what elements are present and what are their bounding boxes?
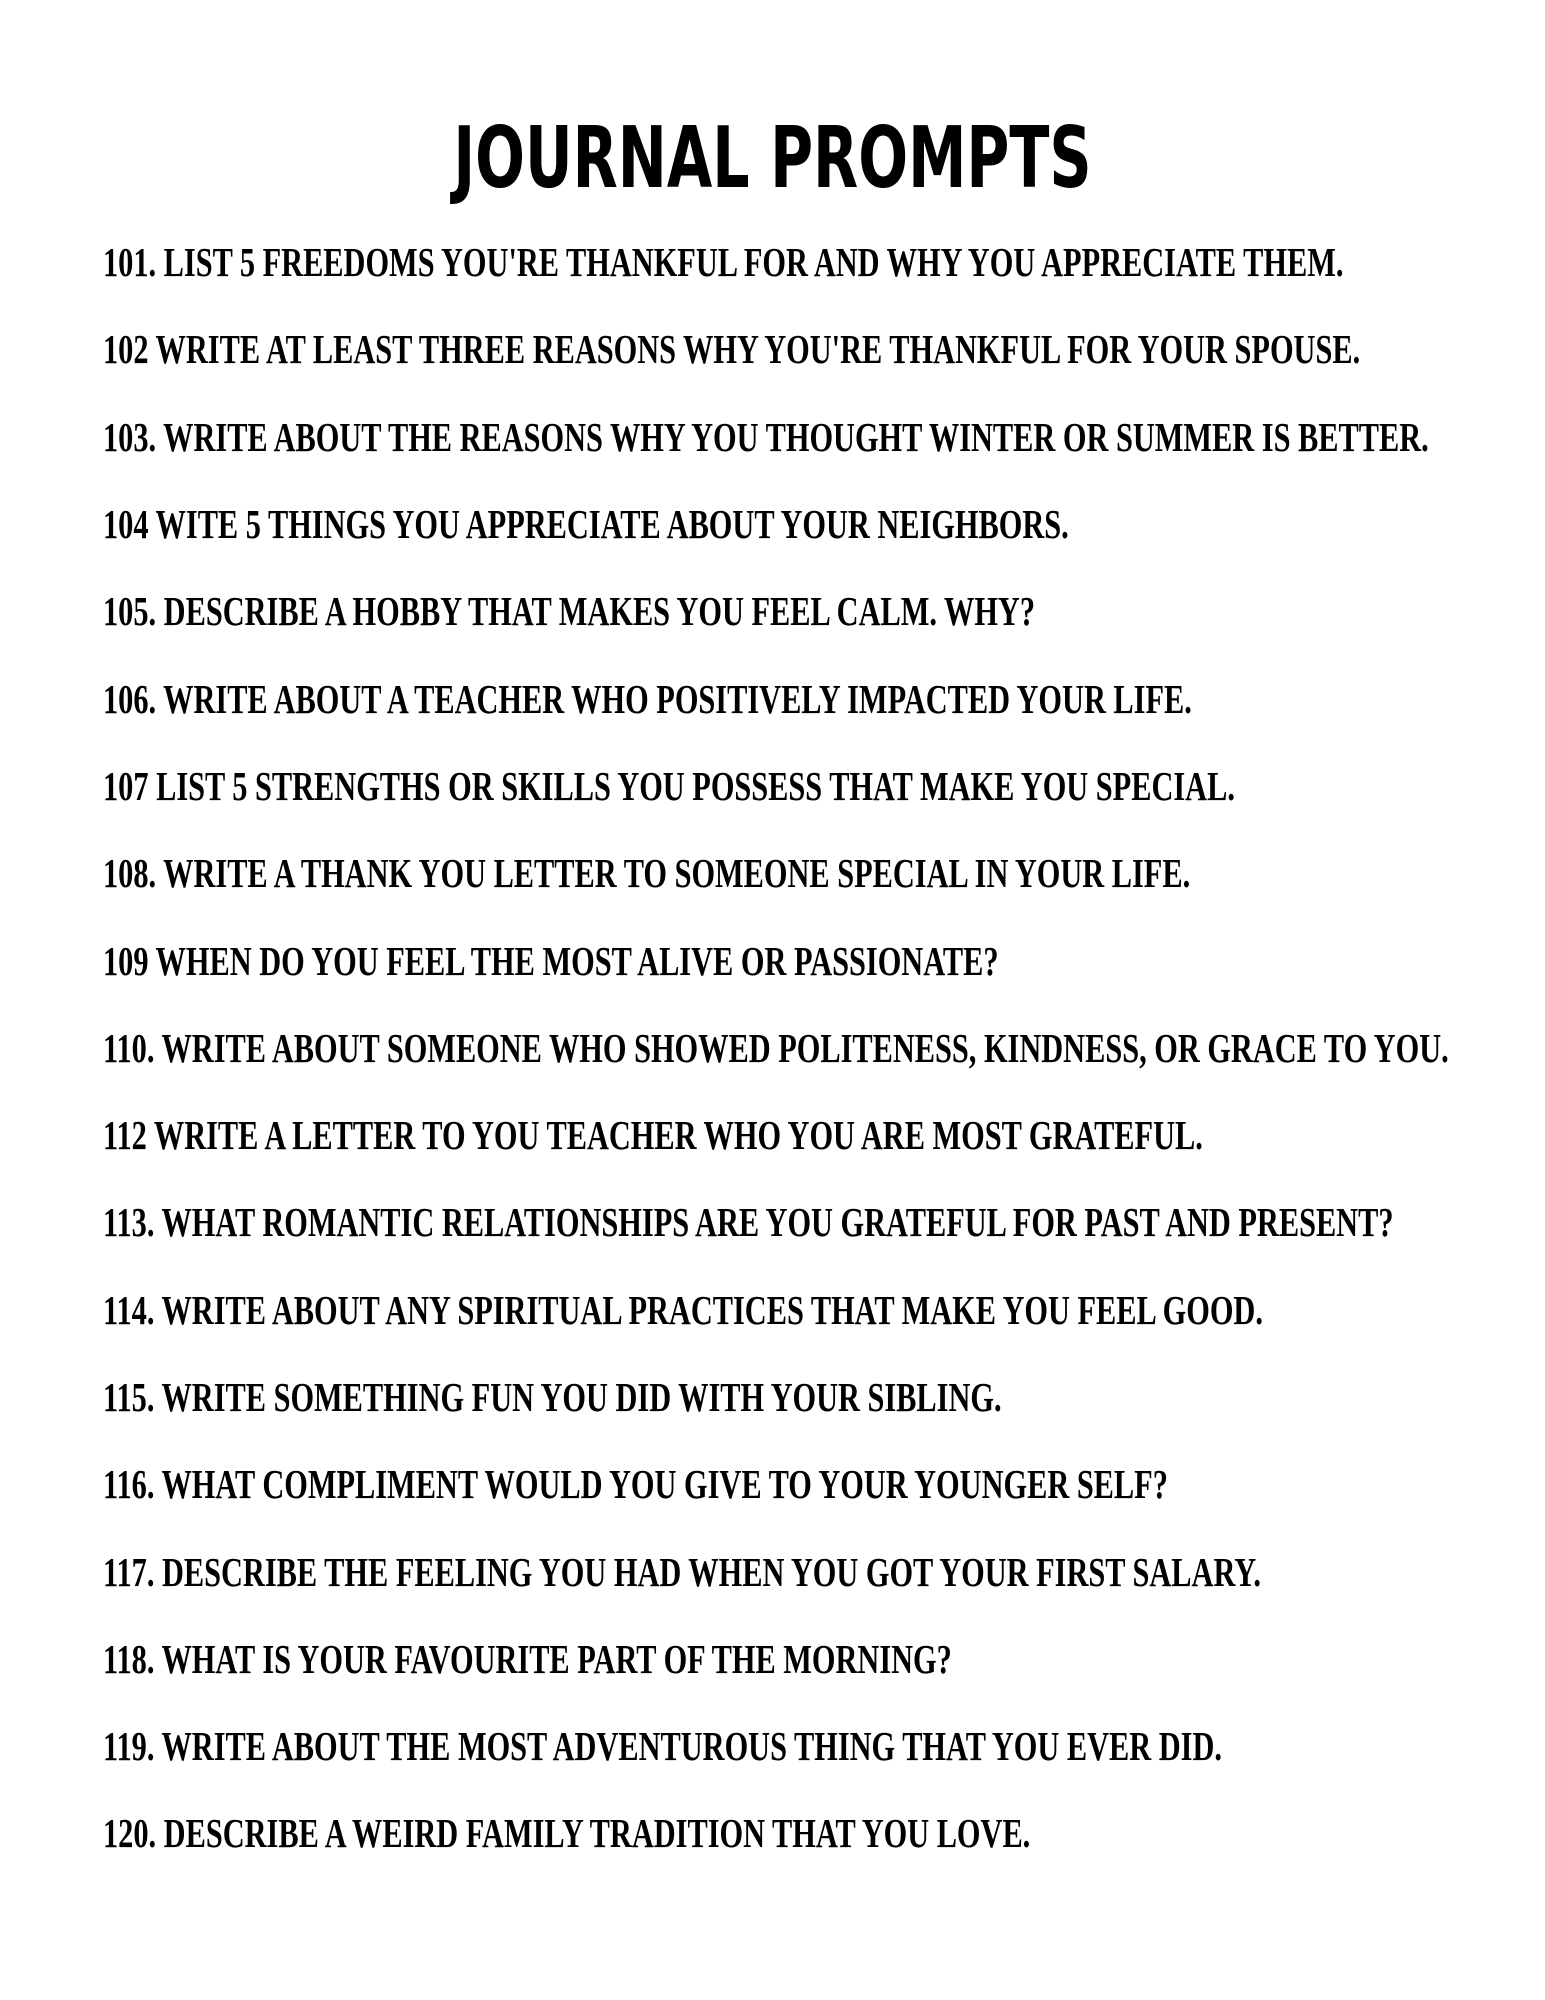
prompt-109: 109 WHEN DO YOU FEEL THE MOST ALIVE OR PASSIONATE?	[103, 937, 999, 984]
page-title: JOURNAL PROMPTS	[453, 109, 1092, 208]
prompt-117: 117. DESCRIBE THE FEELING YOU HAD WHEN YOU GOT YOUR FIRST SALARY.	[103, 1548, 1262, 1595]
prompt-115: 115. WRITE SOMETHING FUN YOU DID WITH YOUR SIBLING.	[103, 1374, 1002, 1420]
prompt-119: 119. WRITE ABOUT THE MOST ADVENTUROUS THING THAT YOU EVER DID.	[103, 1723, 1222, 1770]
prompt-list	[103, 219, 1545, 1878]
prompt-114: 114. WRITE ABOUT ANY SPIRITUAL PRACTICES THAT MAKE YOU FEEL GOOD.	[103, 1286, 1263, 1333]
prompt-116: 116. WHAT COMPLIMENT WOULD YOU GIVE TO YOUR YOUNGER SELF?	[103, 1461, 1168, 1508]
prompt-105: 105. DESCRIBE A HOBBY THAT MAKES YOU FEEL CALM. WHY?	[103, 588, 1036, 635]
prompt-106: 106. WRITE ABOUT A TEACHER WHO POSITIVELY IMPACTED YOUR LIFE.	[103, 675, 1192, 722]
prompt-107: 107 LIST 5 STRENGTHS OR SKILLS YOU POSSESS THAT MAKE YOU SPECIAL.	[103, 762, 1235, 809]
prompt-103: 103. WRITE ABOUT THE REASONS WHY YOU THOUGHT WINTER OR SUMMER IS BETTER.	[103, 413, 1429, 460]
prompt-104: 104 WITE 5 THINGS YOU APPRECIATE ABOUT YOUR NEIGHBORS.	[103, 501, 1069, 548]
prompt-118: 118. WHAT IS YOUR FAVOURITE PART OF THE MORNING?	[103, 1635, 952, 1682]
prompt-102: 102 WRITE AT LEAST THREE REASONS WHY YOU'RE THANKFUL FOR YOUR SPOUSE.	[103, 326, 1361, 373]
prompt-101: 101. LIST 5 FREEDOMS YOU'RE THANKFUL FOR AND WHY YOU APPRECIATE THEM.	[103, 239, 1344, 286]
prompt-108: 108. WRITE A THANK YOU LETTER TO SOMEONE SPECIAL IN YOUR LIFE.	[103, 850, 1191, 897]
prompt-113: 113. WHAT ROMANTIC RELATIONSHIPS ARE YOU GRATEFUL FOR PAST AND PRESENT?	[103, 1199, 1394, 1246]
prompt-112: 112 WRITE A LETTER TO YOU TEACHER WHO YOU ARE MOST GRATEFUL.	[103, 1112, 1203, 1159]
prompt-110: 110. WRITE ABOUT SOMEONE WHO SHOWED POLITENESS, KINDNESS, OR GRACE TO YOU.	[103, 1024, 1449, 1071]
prompt-120: 120. DESCRIBE A WEIRD FAMILY TRADITION THAT YOU LOVE.	[103, 1810, 1031, 1857]
